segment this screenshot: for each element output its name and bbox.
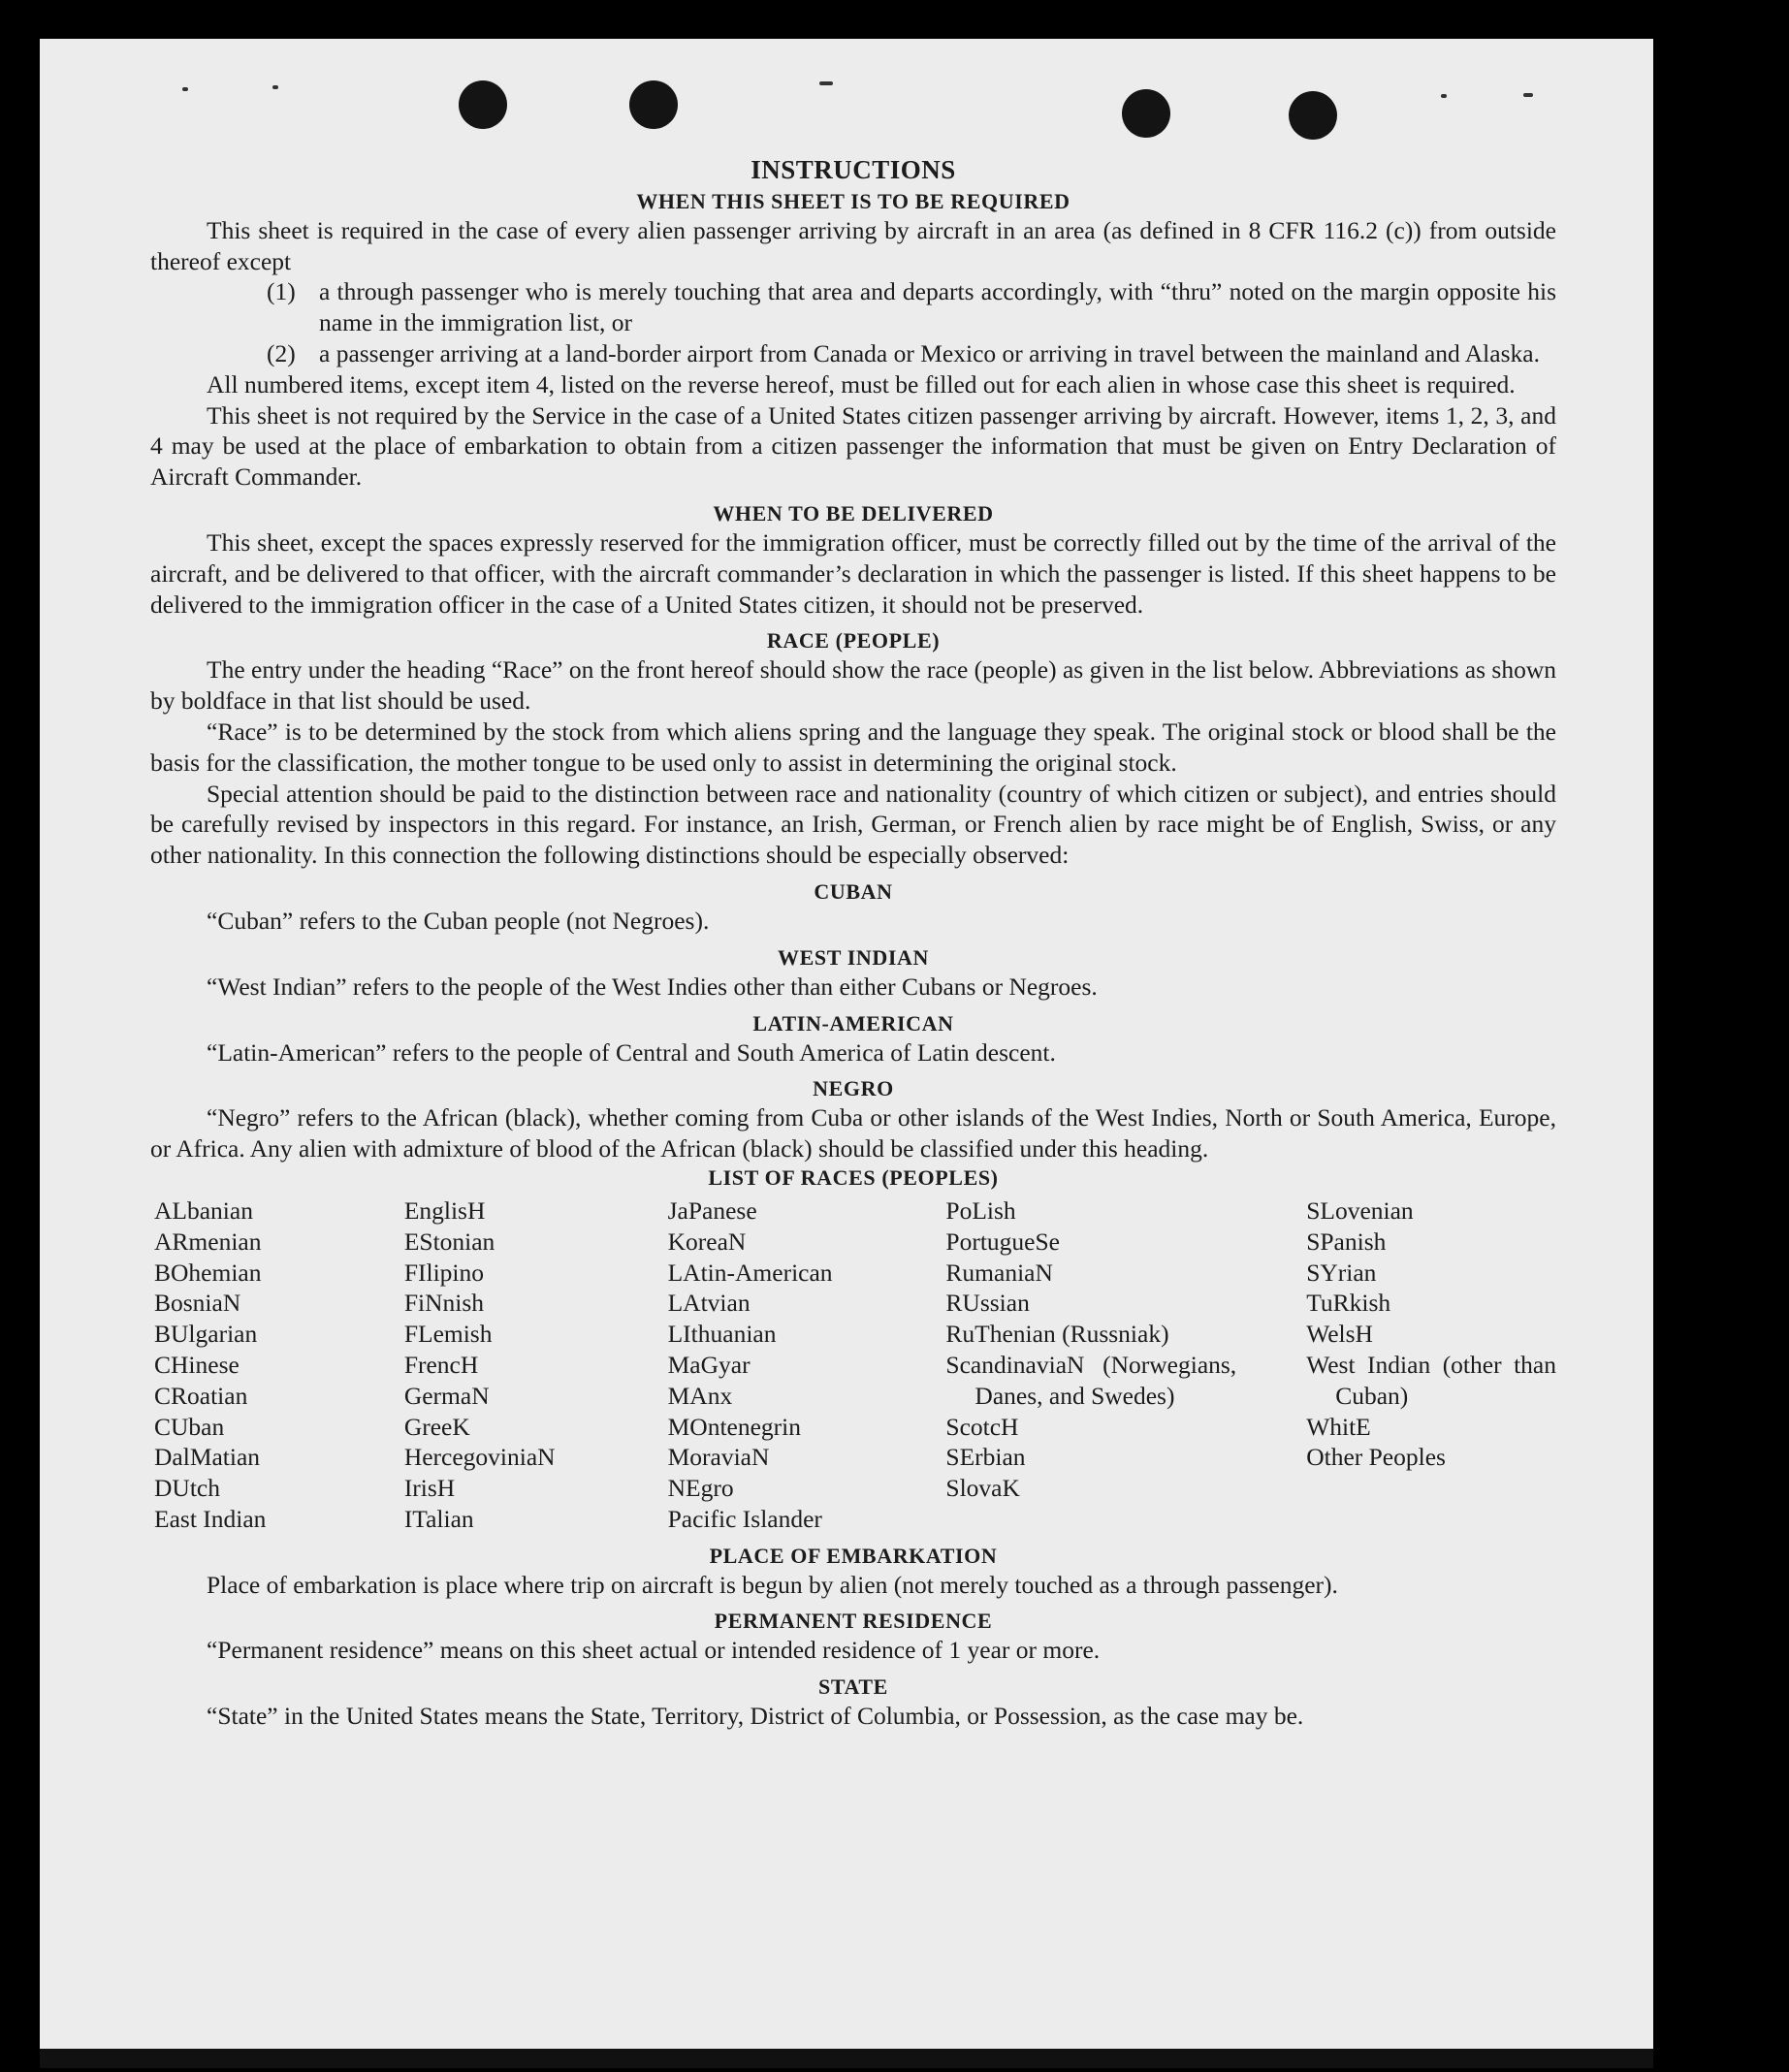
race-entry: FIlipino (403, 1258, 484, 1287)
race-entry: SLovenian (1306, 1195, 1414, 1225)
section-heading-latin-american: LATIN-AMERICAN (752, 1010, 954, 1036)
document-sheet (40, 39, 1653, 2068)
race-entry: IrisH (403, 1474, 456, 1503)
race-entry: HercegoviniaN (403, 1443, 556, 1472)
speck (819, 81, 833, 85)
race-entry: BosniaN (154, 1289, 241, 1318)
paragraph: This sheet is required in the case of every alien passenger arriving by aircraft in an area (as defined in 8 CFR 116.2 (c)) from outside thereof except (150, 215, 1556, 275)
paragraph: “Cuban” refers to the Cuban people (not Negroes). (207, 906, 710, 935)
race-entry: East Indian (154, 1504, 267, 1533)
race-entry: TuRkish (1306, 1289, 1391, 1318)
race-entry: EnglisH (403, 1195, 486, 1225)
race-entry: Other Peoples (1306, 1443, 1446, 1472)
race-entry: ARmenian (154, 1227, 262, 1256)
race-entry: GermaN (403, 1381, 490, 1410)
paragraph: This sheet, except the spaces expressly reserved for the immigration officer, must be correctly filled out by the time of the arrival of the aircraft, and be delivered to that officer, with the aircraft commander’s declaration in which the passenger is listed. If this sheet happens to be delivered to the immigration officer in the case of a United States citizen, it should not be preserved. (150, 527, 1556, 619)
list-item (150, 276, 1556, 338)
race-entry: MOntenegrin (667, 1412, 801, 1441)
race-entry: WelsH (1306, 1320, 1373, 1349)
race-entry: ScandinaviaN (Norwegians, Danes, and Swedes) (945, 1350, 1237, 1410)
race-entry: LAtvian (667, 1289, 751, 1318)
paragraph: “Race” is to be determined by the stock from which aliens spring and the language they speak. The original stock or blood shall be the basis for the classification, the mother tongue to be used only to assist in determining the original stock. (150, 717, 1556, 777)
paragraph: This sheet is not required by the Service in the case of a United States citizen passenger arriving by aircraft. However, items 1, 2, 3, and 4 may be used at the place of embarkation to obtain from a citizen passenger the information that must be given on Entry Declaration of Aircraft Commander. (150, 400, 1556, 492)
race-entry: SErbian (945, 1443, 1026, 1472)
paragraph: “Negro” refers to the African (black), whether coming from Cuba or other islands of the West Indies, North or South America, Europe, or Africa. Any alien with admixture of blood of the African (black) should be classified under this heading. (150, 1103, 1556, 1164)
race-entry: CHinese (154, 1350, 240, 1379)
item-text: a through passenger who is merely touching that area and departs accordingly, with “thru” noted on the margin opposite his name in the immigration list, or (319, 277, 1556, 337)
section-heading-delivered: WHEN TO BE DELIVERED (713, 500, 994, 526)
section-heading-negro: NEGRO (813, 1076, 894, 1101)
item-number: (2) (267, 338, 296, 367)
speck (272, 85, 278, 89)
race-entry: JaPanese (667, 1195, 757, 1225)
section-heading-embarkation: PLACE OF EMBARKATION (709, 1543, 998, 1568)
race-entry: GreeK (403, 1412, 470, 1441)
race-entry: WhitE (1306, 1412, 1371, 1441)
paragraph: “Latin-American” refers to the people of Central and South America of Latin descent. (207, 1037, 1056, 1067)
race-entry: SYrian (1306, 1258, 1377, 1287)
speck (1441, 94, 1447, 98)
race-entry: FrencH (403, 1350, 479, 1379)
paragraph: All numbered items, except item 4, listed on the reverse hereof, must be filled out for each alien in whose case this sheet is required. (207, 369, 1516, 398)
race-entry: ITalian (403, 1504, 474, 1533)
races-column (945, 1195, 1236, 1535)
race-entry: PoLish (945, 1195, 1016, 1225)
race-entry: CUban (154, 1412, 225, 1441)
race-entry: PortugueSe (945, 1227, 1060, 1256)
races-column (668, 1195, 946, 1535)
races-column (404, 1195, 668, 1535)
section-heading-races-list: LIST OF RACES (PEOPLES) (708, 1164, 999, 1190)
paragraph: “State” in the United States means the State, Territory, District of Columbia, or Possession, as the case may be. (207, 1702, 1304, 1731)
item-number: (1) (267, 277, 296, 306)
races-list (154, 1195, 1556, 1535)
speck (182, 87, 188, 91)
races-column (154, 1195, 404, 1535)
race-entry: RuThenian (Russniak) (945, 1320, 1169, 1349)
race-entry: SPanish (1306, 1227, 1387, 1256)
list-item (150, 338, 1556, 369)
race-entry: NEgro (667, 1474, 734, 1503)
speck (1523, 93, 1533, 97)
race-entry: KoreaN (667, 1227, 747, 1256)
race-entry: MaGyar (667, 1350, 751, 1379)
race-entry: BOhemian (154, 1258, 262, 1287)
section-heading-state: STATE (818, 1674, 888, 1700)
page-title: INSTRUCTIONS (751, 155, 956, 184)
race-entry: LIthuanian (667, 1320, 777, 1349)
section-heading-cuban: CUBAN (814, 878, 893, 904)
race-entry: EStonian (403, 1227, 495, 1256)
paragraph: “West Indian” refers to the people of the West Indies other than either Cubans or Negroes. (207, 972, 1098, 1001)
race-entry: ALbanian (154, 1195, 253, 1225)
race-entry: DUtch (154, 1474, 220, 1503)
item-text: a passenger arriving at a land-border airport from Canada or Mexico or arriving in travel between the mainland and Alaska. (319, 338, 1540, 367)
section-heading-residence: PERMANENT RESIDENCE (714, 1609, 993, 1634)
section-heading-required: WHEN THIS SHEET IS TO BE REQUIRED (636, 188, 1070, 213)
race-entry: MAnx (667, 1381, 733, 1410)
race-entry: ScotcH (945, 1412, 1019, 1441)
race-entry: FLemish (403, 1320, 493, 1349)
paragraph: Place of embarkation is place where trip on aircraft is begun by alien (not merely touched as a through passenger). (207, 1570, 1338, 1599)
paragraph: “Permanent residence” means on this sheet actual or intended residence of 1 year or more. (207, 1636, 1101, 1665)
race-entry: DalMatian (154, 1443, 261, 1472)
paragraph: Special attention should be paid to the distinction between race and nationality (country of which citizen or subject), and entries should be carefully revised by inspectors in this regard. For instance, an Irish, German, or French alien by race might be of English, Swiss, or any other nationality. In this connection the following distinctions should be especially observed: (150, 779, 1556, 870)
race-entry: LAtin-American (667, 1258, 833, 1287)
race-entry: FiNnish (403, 1289, 485, 1318)
race-entry: RUssian (945, 1289, 1030, 1318)
section-heading-west-indian: WEST INDIAN (778, 944, 929, 970)
race-entry: MoraviaN (667, 1443, 770, 1472)
race-entry: Pacific Islander (667, 1504, 822, 1533)
race-entry: RumaniaN (945, 1258, 1053, 1287)
race-entry: BUlgarian (154, 1320, 258, 1349)
race-entry: SlovaK (945, 1474, 1020, 1503)
paragraph: The entry under the heading “Race” on the front hereof should show the race (people) as given in the list below. Abbreviations as shown by boldface in that list should be used. (150, 655, 1556, 716)
section-heading-race: RACE (PEOPLE) (766, 628, 941, 653)
race-entry: CRoatian (154, 1381, 248, 1410)
instructions-text (150, 114, 1556, 1732)
race-entry: West Indian (other than Cuban) (1306, 1350, 1556, 1410)
races-column (1306, 1195, 1556, 1535)
